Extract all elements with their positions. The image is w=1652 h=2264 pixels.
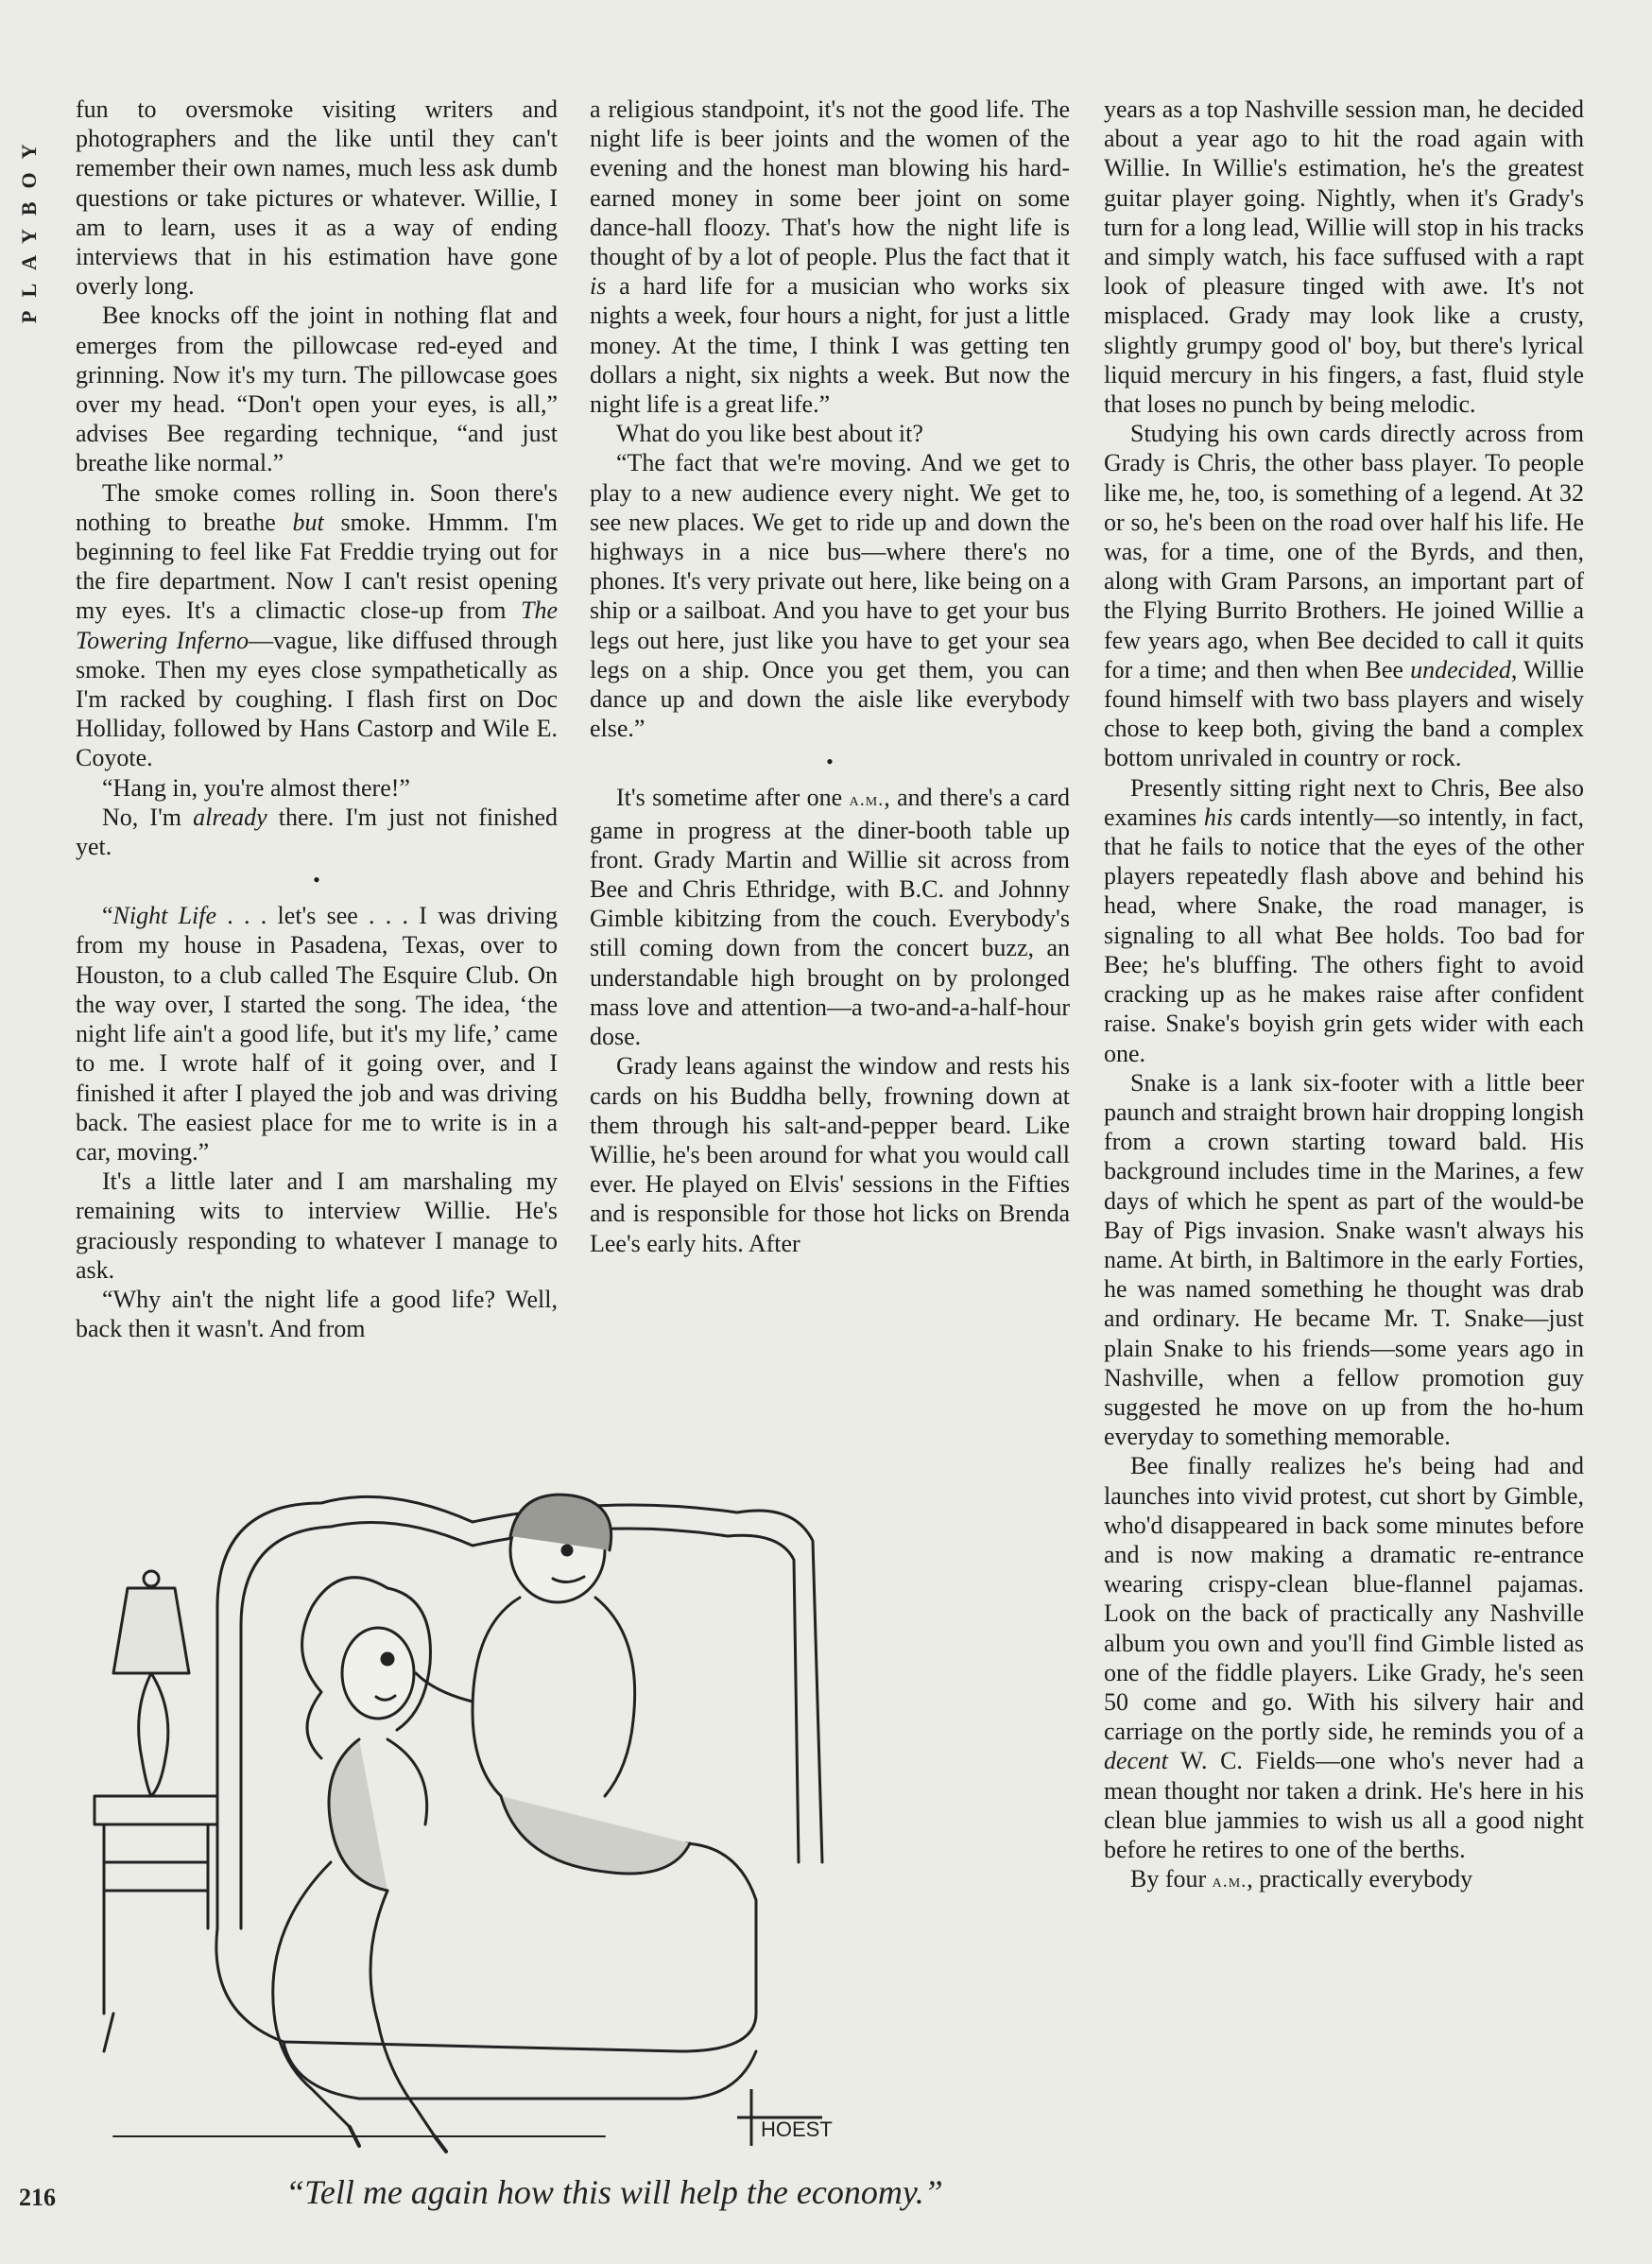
song-title: Night Life xyxy=(112,902,217,930)
magazine-logo-vertical: PLAYBOY xyxy=(17,130,41,323)
paragraph: It's sometime after one a.m., and there's a card game in progress at the diner-booth table up front. Grady Martin and Willie sit across from Bee and Chris Ethridge, with B.C. and Johnny Gimble kibitzing from the couch. Everybody's still coming down from the concert buzz, an understandable high brought on by prolonged mass love and attention—a two-and-a-half-hour dose. xyxy=(590,784,1070,1051)
paragraph: a religious standpoint, it's not the good life. The night life is beer joints and the women of the evening and the honest man blowing his hard-earned money in some beer joint on some dance-hall floozy. That's how the night life is thought of by a lot of people. Plus the fact that it is a hard life for a musician who works six nights a week, four hours a night, for just a little money. At the time, I think I was getting ten dollars a night, six nights a week. But now the night life is a great life.” xyxy=(590,95,1070,419)
section-break-bullet: • xyxy=(826,750,834,774)
paragraph: No, I'm already there. I'm just not finished yet. xyxy=(76,803,558,861)
emphasis: decent xyxy=(1104,1747,1168,1775)
emphasis: is xyxy=(590,272,607,301)
paragraph: “Hang in, you're almost there!” xyxy=(102,773,410,802)
paragraph: By four a.m., practically everybody xyxy=(1130,1865,1473,1893)
paragraph: It's a little later and I am marshaling my remaining wits to interview Willie. He's graciously responding to whatever I manage to ask. xyxy=(76,1167,558,1284)
emphasis: undecided xyxy=(1410,655,1511,683)
paragraph: Bee knocks off the joint in nothing flat and emerges from the pillowcase red-eyed and grinning. Now it's my turn. The pillowcase goes over my head. “Don't open your eyes, is all,” advises Bee regarding technique, “and just breathe like normal.” xyxy=(76,302,558,477)
cartoon-illustration xyxy=(76,1484,1077,2165)
emphasis: his xyxy=(1203,803,1233,831)
text-column-3 xyxy=(1104,95,1584,1896)
artist-signature-text: HOEST xyxy=(761,2117,833,2141)
paragraph: Bee finally realizes he's being had and launches into vivid protest, cut short by Gimble, who'd disappeared in back some minutes before and is now making a dramatic re-entrance wearing crispy-clean blue-flannel pajamas. Look on the back of practically any Nashville album you own and you'll find Gimble listed as one of the fiddle players. Like Grady, he's seen 50 come and go. With his silvery hair and carriage on the portly side, he reminds you of a decent W. C. Fields—one who's never had a mean thought nor taken a drink. He's here in his clean blue jammies to wish us all a good night before he retires to one of the berths. xyxy=(1104,1452,1584,1863)
cartoon-caption: “Tell me again how this will help the economy.” xyxy=(285,2173,943,2211)
time-abbrev: a.m. xyxy=(1212,1871,1248,1892)
page-number: 216 xyxy=(19,2184,56,2211)
emphasis: already xyxy=(193,803,267,831)
paragraph: “Why ain't the night life a good life? Well, back then it wasn't. And from xyxy=(76,1285,558,1343)
paragraph: “The fact that we're moving. And we get to play to a new audience every night. We get to see new places. We get to ride up and down the highways in a nice bus—where there's no phones. It's very private out here, like being on a ship or a sailboat. And you have to get your bus legs out here, just like you have to get your sea legs on a ship. Once you get them, you can dance up and down the aisle like everybody else.” xyxy=(590,449,1070,743)
paragraph: Presently sitting right next to Chris, Bee also examines his cards intently—so intently, in fact, that he fails to notice that the eyes of the other players repeatedly flash above and behind his head, where Snake, the road manager, is signaling to all what Bee holds. Too bad for Bee; he's bluffing. The others fight to avoid cracking up as he makes raise after confident raise. Snake's boyish grin gets wider with each one. xyxy=(1104,773,1584,1067)
time-abbrev: a.m. xyxy=(849,789,885,811)
emphasis: but xyxy=(292,508,324,536)
paragraph: fun to oversmoke visiting writers and photographers and the like until they can't remember their own names, much less ask dumb questions or take pictures or whatever. Willie, I am to learn, uses it as a way of ending interviews that in his estimation have gone overly long. xyxy=(76,95,558,301)
paragraph: Studying his own cards directly across from Grady is Chris, the other bass player. To people like me, he, too, is something of a legend. At 32 or so, he's been on the road over half his life. He was, for a time, one of the Byrds, and then, along with Gram Parsons, an important part of the Flying Burrito Brothers. He joined Willie a few years ago, when Bee decided to call it quits for a time; and then when Bee undecided, Willie found himself with two bass players and wisely chose to keep both, giving the band a complex bottom unrivaled in country or rock. xyxy=(1104,420,1584,772)
paragraph: The smoke comes rolling in. Soon there's nothing to breathe but smoke. Hmmm. I'm beginning to feel like Fat Freddie trying out for the fire department. Now I can't resist opening my eyes. It's a climactic close-up from The Towering Inferno—vague, like diffused through smoke. Then my eyes close sympathetically as I'm racked by coughing. I flash first on Doc Holliday, followed by Hans Castorp and Wile E. Coyote. xyxy=(76,478,558,772)
paragraph: Snake is a lank six-footer with a little beer paunch and straight brown hair dropping longish from a crown starting toward bald. His background includes time in the Marines, a few days of which he spent as part of the would-be Bay of Pigs invasion. Snake wasn't always his name. At birth, in Baltimore in the early Forties, he was named something he thought was drab and ordinary. He became Mr. T. Snake—just plain Snake to his friends—some years ago in Nashville, when a fellow promotion guy suggested he move on up from the ho-hum everyday to something memorable. xyxy=(1104,1068,1584,1451)
paragraph: What do you like best about it? xyxy=(616,420,923,448)
film-title: The Towering Inferno xyxy=(76,596,558,654)
text-column-2 xyxy=(590,95,1070,1258)
text-column-1 xyxy=(76,95,558,1343)
paragraph: years as a top Nashville session man, he decided about a year ago to hit the road again with Willie. In Willie's estimation, he's the greatest guitar player going. Nightly, when it's Grady's turn for a long lead, Willie will stop in his tracks and simply watch, his face suffused with a rapt look of pleasure tinged with awe. It's not misplaced. Grady may look like a crusty, slightly grumpy good ol' boy, but there's lyrical liquid mercury in his fingers, a fast, fluid style that loses no punch by being melodic. xyxy=(1104,95,1584,419)
section-break-bullet: • xyxy=(313,868,320,892)
paragraph: Grady leans against the window and rests his cards on his Buddha belly, frowning down at them through his salt-and-pepper beard. Like Willie, he's been around for what you would call ever. He played on Elvis' sessions in the Fifties and is responsible for those hot licks on Brenda Lee's early hits. After xyxy=(590,1052,1070,1257)
paragraph: “Night Life . . . let's see . . . I was driving from my house in Pasadena, Texas, over to Houston, to a club called The Esquire Club. On the way over, I started the song. The idea, ‘the night life ain't a good life, but it's my life,’ came to me. I wrote half of it going over, and I finished it after I played the job and was driving back. The easiest place for me to write is in a car, moving.” xyxy=(76,902,558,1166)
artist-signature xyxy=(737,2089,833,2146)
